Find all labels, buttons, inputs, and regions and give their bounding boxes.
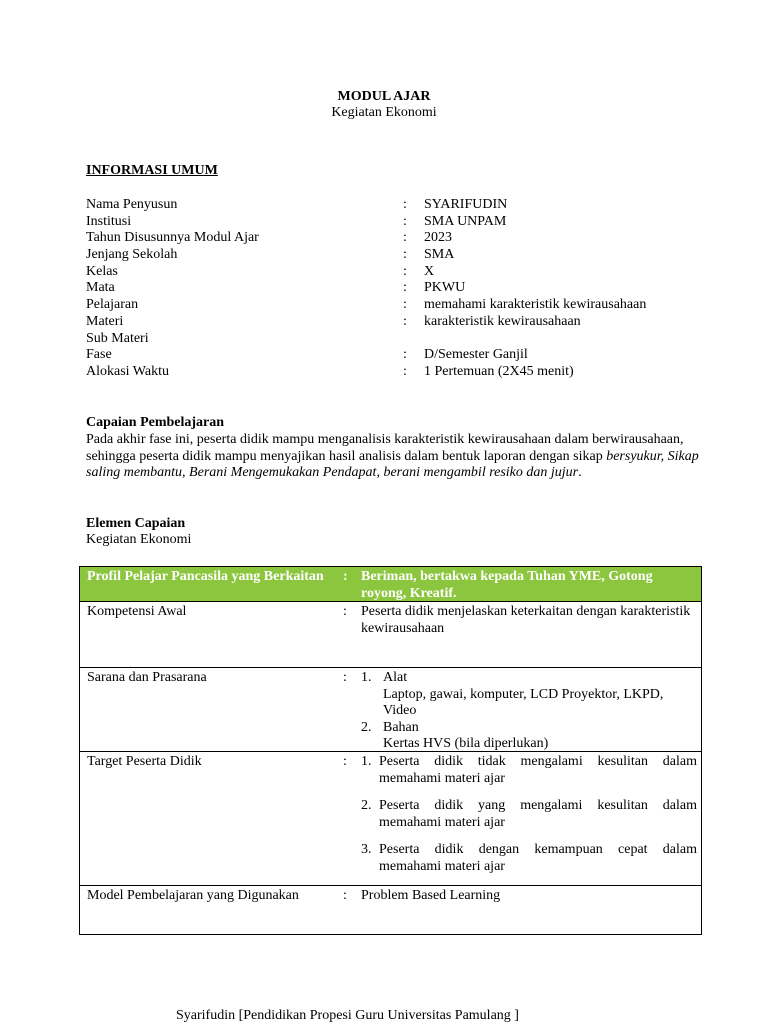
info-colon: : xyxy=(403,263,407,279)
table-row-profil xyxy=(80,567,702,602)
info-colon: : xyxy=(403,213,407,229)
model-label: Model Pembelajaran yang Digunakan xyxy=(87,888,299,903)
info-value: SMA UNPAM xyxy=(424,213,507,229)
list-number: 1. xyxy=(361,670,372,685)
capaian-italic-text: bersyukur, Sikap saling membantu, Berani Mengemukakan Pendapat, berani mengambil resiko dan jujur xyxy=(86,448,699,481)
info-value: SMA xyxy=(424,247,455,263)
elemen-text: Kegiatan Ekonomi xyxy=(86,532,192,547)
info-value: PKWU xyxy=(424,280,466,296)
sarana-colon: : xyxy=(343,670,347,685)
info-label: Kelas xyxy=(86,263,118,279)
table-row-sarana xyxy=(80,668,702,752)
kompetensi-label: Kompetensi Awal xyxy=(87,604,187,619)
table-row-target xyxy=(80,752,702,886)
kompetensi-value: Peserta didik menjelaskan keterkaitan dengan karakteristik kewirausahaan xyxy=(361,604,691,636)
sarana-label: Sarana dan Prasarana xyxy=(87,670,207,685)
info-label: Nama Penyusun xyxy=(86,197,178,212)
target-list xyxy=(361,754,697,876)
list-item xyxy=(361,798,697,831)
info-colon: : xyxy=(403,313,407,329)
info-colon: : xyxy=(403,247,407,263)
page-footer: Syarifudin [Pendidikan Propesi Guru Universitas Pamulang ] xyxy=(176,1008,519,1023)
capaian-text: Pada akhir fase ini, peserta didik mampu menganalisis karakteristik kewirausahaan dalam berwirausahaan, sehingga peserta didik mampu menyajikan hasil analisis dalam bentuk laporan dengan sikap xyxy=(86,432,684,464)
info-colon: : xyxy=(403,280,407,296)
list-number: 1. xyxy=(361,754,372,769)
info-label: Jenjang Sekolah xyxy=(86,247,178,263)
info-label: Sub Materi xyxy=(86,330,149,346)
info-value: 1 Pertemuan (2X45 menit) xyxy=(424,363,574,379)
capaian-text-end: . xyxy=(578,465,582,481)
info-value: karakteristik kewirausahaan xyxy=(424,313,581,329)
list-number: 3. xyxy=(361,842,372,858)
info-colon: : xyxy=(403,197,407,212)
model-value: Problem Based Learning xyxy=(361,888,501,903)
informasi-umum-heading: INFORMASI UMUM xyxy=(86,163,218,178)
table-row-kompetensi xyxy=(80,602,702,668)
list-title: Alat xyxy=(383,670,408,685)
list-item xyxy=(361,670,697,687)
sarana-list xyxy=(361,670,697,753)
info-label: Mata xyxy=(86,280,115,296)
list-number: 2. xyxy=(361,719,372,735)
list-item xyxy=(361,842,697,875)
list-title: Bahan xyxy=(383,719,419,735)
list-detail: Laptop, gawai, komputer, LCD Proyektor, LKPD, Video xyxy=(383,686,664,719)
info-value: D/Semester Ganjil xyxy=(424,347,528,363)
list-text: Peserta didik yang mengalami kesulitan dalam memahami materi ajar xyxy=(379,798,697,830)
profil-label: Profil Pelajar Pancasila yang Berkaitan xyxy=(87,569,324,584)
model-colon: : xyxy=(343,888,347,903)
modul-table xyxy=(79,566,702,935)
list-item xyxy=(361,720,697,737)
kompetensi-colon: : xyxy=(343,604,347,619)
info-colon: : xyxy=(403,230,407,246)
info-label: Tahun Disusunnya Modul Ajar xyxy=(86,230,259,246)
list-item xyxy=(361,754,697,787)
table-row-model xyxy=(80,886,702,935)
info-label: Institusi xyxy=(86,213,132,229)
info-label: Fase xyxy=(86,347,112,363)
info-label: Alokasi Waktu xyxy=(86,363,169,379)
document-title: MODUL AJAR xyxy=(337,89,431,104)
info-colon: : xyxy=(403,363,407,379)
info-colon: : xyxy=(403,347,407,363)
capaian-heading: Capaian Pembelajaran xyxy=(86,415,225,430)
info-value: memahami karakteristik kewirausahaan xyxy=(424,297,647,313)
target-colon: : xyxy=(343,754,347,769)
elemen-heading: Elemen Capaian xyxy=(86,516,186,531)
target-label: Target Peserta Didik xyxy=(87,754,202,769)
info-colon: : xyxy=(403,297,407,313)
document-subtitle: Kegiatan Ekonomi xyxy=(331,105,437,120)
list-detail: Kertas HVS (bila diperlukan) xyxy=(383,736,549,752)
info-value: 2023 xyxy=(424,230,452,246)
info-value: SYARIFUDIN xyxy=(424,197,508,212)
info-label: Pelajaran xyxy=(86,297,139,313)
info-value: X xyxy=(424,263,435,279)
profil-value: Beriman, bertakwa kepada Tuhan YME, Gotong royong, Kreatif. xyxy=(361,569,653,601)
list-number: 2. xyxy=(361,798,372,814)
info-label: Materi xyxy=(86,313,124,329)
capaian-paragraph xyxy=(86,432,736,482)
list-text: Peserta didik tidak mengalami kesulitan dalam memahami materi ajar xyxy=(379,754,697,786)
profil-colon: : xyxy=(343,569,348,584)
list-text: Peserta didik dengan kemampuan cepat dalam memahami materi ajar xyxy=(379,842,697,874)
